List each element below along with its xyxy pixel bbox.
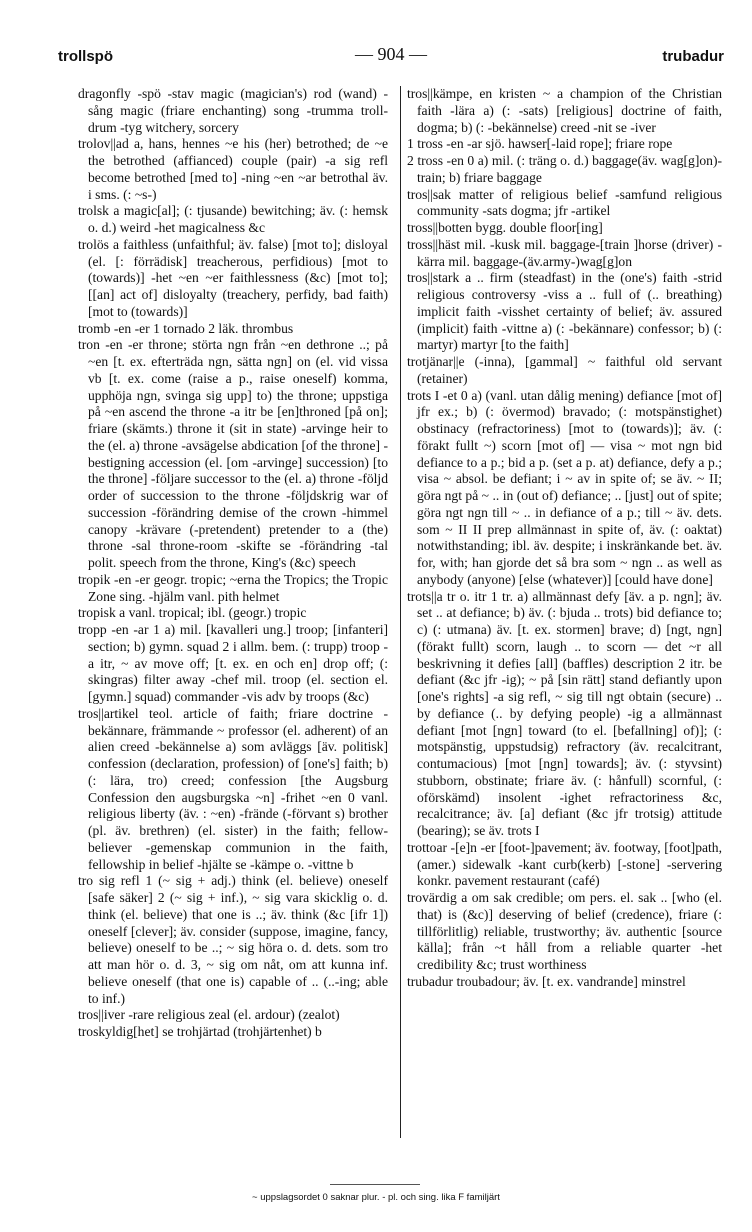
entry-tropisk: tropisk a vanl. tropical; ibl. (geogr.) tropic xyxy=(78,605,307,621)
column-divider xyxy=(400,86,401,1138)
entry-2-tross: 2 tross -en 0 a) mil. (: träng o. d.) baggage(äv. wag[g]on)-train; b) friare baggage xyxy=(407,153,722,185)
page-number: — 904 — xyxy=(355,44,427,64)
entry-tron: tron -en -er throne; störta ngn från ~en dethrone ..; på ~en [t. ex. efterträda ngn, sätta ngn] on (el. vid vissa vb [t. ex. come (raise a p., raise oneself) komma, upphöja ngn, svinga sig upp] to) the throne; uppstiga på ~en ascend the throne -a itr be [en]throned [på on]; friare (skämts.) throne it (sit in state) -arvinge heir to the (el. a) throne -avsägelse abdication [of the throne] -bestigning accession (el. [om -arvinge] succession) [to the throne] -följare successor to the (el. a) throne -följd order of succession to the throne -följdskrig war of succession -förändring demise of the crown -himmel canopy -krävare (-pretendent) pretender to a (the) throne -sal throne-room -skifte se -förändring -tal polit. speech from the throne, King's (&c) speech xyxy=(78,337,388,570)
entry-trovardig: trovärdig a om sak credible; om pers. el. sak .. [who (el. that) is (&c)] deserving of belief (credence), friare (: tillförlitlig) reliable, trustworthy; äv. authentic [source källa]; från ~t håll from a reliable quarter -het credibility &c; trust worthiness xyxy=(407,890,722,972)
entry-trubadur: trubadur troubadour; äv. [t. ex. vandrande] minstrel xyxy=(407,973,686,989)
entry-trots: trots I -et 0 a) (vanl. utan dålig mening) defiance [mot of] jfr ex.; b) (: övermod) bravado; (: motspänstighet) obstinacy (refractoriness) [mot to (towards)]; äv. (: förakt fullt ~) scorn [mot of] — visa ~ mot ngn bid defiance to a p.; bid a p. (set a p. at) defiance, defy a p.; visa ~ absol. be defiant; i ~ av in spite of; se äv. ~ II; göra ngt på ~ .. in (out of) defiance; .. [just] out of spite; göra ngt ngn till ~ .. in defiance of a p.; till ~ äv. dets. som ~ II II prep allmännast in spite of, äv. (: oaktat) notwithstanding; ibl. äv. despite; i inskränkande bet. äv. for, with; han gjorde det så bra som ~ ngn .. as well as anybody (anyone) [else (whatever)] [could have done] xyxy=(407,387,722,587)
entry-trotjanare: trotjänar||e (-inna), [gammal] ~ faithful old servant (retainer) xyxy=(407,354,722,386)
entry-dragonfly: dragonfly -spö -stav magic (magician's) rod (wand) -sång magic (friare enchanting) song -trumma troll-drum -tyg witchery, sorcery xyxy=(78,86,388,135)
entry-tropp: tropp -en -ar 1 a) mil. [kavalleri ung.] troop; [infanteri] section; b) gymn. squad 2 i allm. bem. (: trupp) troop -a itr, ~ av move off; [t. ex. en och en] drop off; (: skingras) filter away -chef mil. troop (el. section el. [gymn.] squad) commander -vis adv by troops (&c) xyxy=(78,622,388,704)
entry-trottoar: trottoar -[e]n -er [foot-]pavement; äv. footway, [foot]path, (amer.) sidewalk -kant curb(kerb) [-stone] -servering konkr. pavement restaurant (café) xyxy=(407,839,722,889)
entry-tro-sig: tro sig refl 1 (~ sig + adj.) think (el. believe) oneself [safe säker] 2 (~ sig + inf.), ~ sig vara skicklig o. d. think (el. believe) that one is ..; äv. think (&c [ifr 1]) oneself [clever]; äv. consider (suppose, imagine, fancy, believe) oneself to be ..; ~ sig höra o. d. dets. som tro att man hör o. d. 3, ~ sig om nåt, om att kunna inf. believe oneself (that one is) capable of .. (..-ing; able to inf.) xyxy=(78,873,388,1006)
entry-trolsk: trolsk a magic[al]; (: tjusande) bewitching; äv. (: hemsk o. d.) weird -het magicalness &c xyxy=(78,203,388,235)
left-column xyxy=(78,86,388,1041)
entry-trolovad: trolov||ad a, hans, hennes ~e his (her) betrothed; de ~e the betrothed (affianced) couple (pair) -a sig refl become betrothed [med to] -ning ~en ~ar betrothal äv. i sms. (: ~s-) xyxy=(78,136,388,202)
entry-trossak: tros||sak matter of religious belief -samfund religious community -sats dogma; jfr -artikel xyxy=(407,186,722,219)
entry-troskyldig: troskyldig[het] se trohjärtad (trohjärtenhet) b xyxy=(78,1024,322,1039)
right-column xyxy=(407,86,722,991)
entry-trolos: trolös a faithless (unfaithful; äv. false) [mot to]; disloyal (el. [: förrädisk] treacherous, perfidious) [mot to (towards)] -het ~en ~er faithlessness (&c) [mot to]; [[an] act of] disloyalty (treachery, perfidy, bad faith) [mot to (towards)] xyxy=(78,236,388,319)
entry-trossbotten: tross||botten bygg. double floor[ing] xyxy=(407,220,603,235)
right-running-headword: trubadur xyxy=(662,48,724,65)
footer-rule xyxy=(330,1184,420,1185)
entry-trosartikel: tros||artikel teol. article of faith; friare doctrine -bekännare, främmande ~ professor (el. adherent) of an alien creed -bekännelse a) som avläggs [äv. politisk] confession (declaration, profession) of [one's] faith; b) (: lära, tro) creed; confession [the Augsburg Confession den augsburgska ~n] -frihet ~en 0 vanl. religious liberty (äv. : ~en) -frände (-förvant s) brother (pl. äv. brethren) (el. sister) in the faith; fellow-believer -gemenskap communion in the faith, fellowship in belief -hjälte se -kämpe o. -vittne b xyxy=(78,705,388,872)
entry-tropik: tropik -en -er geogr. tropic; ~erna the Tropics; the Tropic Zone sing. -hjälm vanl. pith helmet xyxy=(78,571,388,604)
entry-trosstark: tros||stark a .. firm (steadfast) in the (one's) faith -strid religious controversy -viss a .. full of (.. breathing) implicit faith -visshet certainty of belief; äv. assured (implicit) faith -vittne a) (: -bekännare) confessor; b) (: martyr) martyr [to the faith] xyxy=(407,270,722,353)
entry-trotsa: trots||a tr o. itr 1 tr. a) allmännast defy [äv. a p. ngn]; äv. set .. at defiance; b) äv. (: bjuda .. trots) bid defiance to; c) (: utmana) äv. [t. ex. stormen] brave; d) [ngt, ngn] (förakt fullt) scorn, laugh .. to scorn — det ~r all beskrivning it defies [all] (baffles) description 2 itr. be defiant (&c jfr -ig); ~ på [sin rätt] stand defiantly upon [one's rights] -a sig refl, ~ sig till ngt obtain (secure) .. by defiance (.. by defying people) -ig a allmännast defiant [mot [ngn] toward (to el. [befallning] of)]; (: motspänstig, uppstudsig) refractory (äv. recalcitrant, contumacious) [mot [ngn] towards]; äv. (: styvsint) stubborn, obstinate; friare äv. (: hånfull) scornful, (: oförskämd) insolent -ighet refractoriness &c, recalcitrance; äv. [a] defiant (&c jfr trotsig) attitude (bearing); se äv. trots I xyxy=(407,588,722,838)
left-running-headword: trollspö xyxy=(58,48,113,65)
footer-legend: ~ uppslagsordet 0 saknar plur. - pl. och sing. lika F familjärt xyxy=(252,1192,500,1203)
entry-tromb: tromb -en -er 1 tornado 2 läk. thrombus xyxy=(78,320,294,336)
entry-1-tross: 1 tross -en -ar sjö. hawser[-laid rope]; friare rope xyxy=(407,136,673,152)
entry-trosshast: tross||häst mil. -kusk mil. baggage-[train ]horse (driver) -kärra mil. baggage-(äv.army-)wag[g]on xyxy=(407,236,722,269)
entry-troskampe: tros||kämpe, en kristen ~ a champion of the Christian faith -lära a) (: -sats) [religious] doctrine of faith, dogma; b) (: -bekännelse) creed -nit se -iver xyxy=(407,86,722,135)
entry-trosiver: tros||iver -rare religious zeal (el. ardour) (zealot) xyxy=(78,1007,340,1023)
page-header xyxy=(58,44,724,76)
